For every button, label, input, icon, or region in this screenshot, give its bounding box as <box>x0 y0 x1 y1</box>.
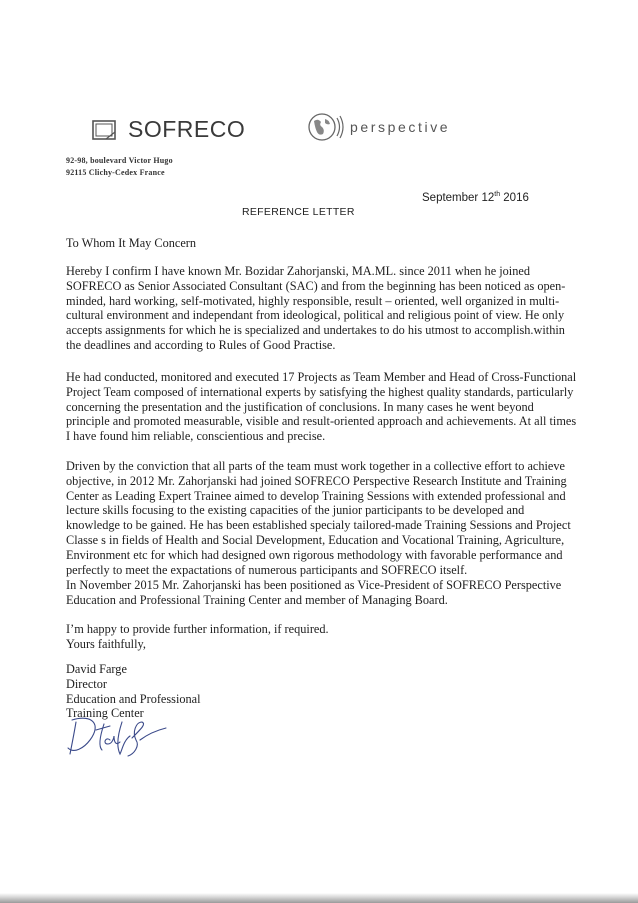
text-line: cultural environment and independant from ideological, political and religious point of view. He only <box>66 308 565 323</box>
closing <box>66 622 329 652</box>
salutation: To Whom It May Concern <box>66 236 197 250</box>
text-line: minded, hard working, self-motivated, highly responsible, result – oriented, well organized in multi- <box>66 293 560 308</box>
text-line: lecture skills focusing to the existing capacities of the junior participants to be developed and <box>66 503 525 518</box>
text-line: Classe s in fields of Health and Social Development, Education and Vocational Training, Agriculture, <box>66 532 565 547</box>
body-paragraph-3 <box>66 459 576 577</box>
text-line: SOFRECO as Senior Associated Consultant (SAC) and from the beginning has been noticed as open- <box>66 278 566 293</box>
date-year: 2016 <box>500 192 529 204</box>
text-line: concerning the presentation and the justification of conclusions. In many cases he went beyond <box>66 399 534 414</box>
text-line: Hereby I confirm I have known Mr. Bozidar Zahorjanski, MA.ML. since 2011 when he joined <box>66 264 530 278</box>
sofreco-wordmark: SOFRECO <box>128 116 246 142</box>
sofreco-logo <box>92 116 245 143</box>
perspective-logo <box>306 110 450 144</box>
address-line: 92-98, boulevard Victor Hugo <box>66 156 173 165</box>
closing-line: I’m happy to provide further information, if required. <box>66 622 329 636</box>
text-line: Environment etc for which had designed own rigorous methodology with favorable performance and <box>66 547 563 562</box>
letter-title: REFERENCE LETTER <box>242 206 355 218</box>
signer-department: Education and Professional <box>66 691 201 706</box>
date-ordinal: th <box>494 191 501 199</box>
text-line: objective, in 2012 Mr. Zahorjanski had joined SOFRECO Perspective Research Institute and Training <box>66 473 567 488</box>
body-paragraph-2 <box>66 370 576 444</box>
globe-icon <box>306 110 346 144</box>
text-line: perfectly to meet the expactations of numerous participants and SOFRECO itself. <box>66 562 468 577</box>
date-text: September 12 <box>422 192 495 204</box>
text-line: accepts assignments for which he is specialized and undertakes to do his utmost to accomplish.within <box>66 323 565 338</box>
text-line: He had conducted, monitored and executed 17 Projects as Team Member and Head of Cross-Functional <box>66 370 577 384</box>
body-paragraph-4 <box>66 578 576 608</box>
letter-date <box>422 192 529 204</box>
signer-role: Director <box>66 676 107 691</box>
body-paragraph-1 <box>66 264 576 353</box>
scan-edge <box>0 893 638 903</box>
text-line: Driven by the conviction that all parts of the team must work together in a collective effort to achieve <box>66 459 565 473</box>
text-line: In November 2015 Mr. Zahorjanski has been positioned as Vice-President of SOFRECO Perspective <box>66 578 562 592</box>
signer-department: Training Center <box>66 706 144 721</box>
text-line: principle and promoted measurable, visible and result-oriented approach and achievements. At all times <box>66 414 577 429</box>
text-line: I have found him reliable, conscientious and precise. <box>66 429 326 444</box>
perspective-wordmark: perspective <box>350 119 451 135</box>
text-line: knowledge to be gained. He has been established specialy tailored-made Training Sessions and Project <box>66 518 571 533</box>
sofreco-logo-icon <box>92 120 116 140</box>
text-line: Center as Leading Expert Trainee aimed to develop Training Sessions with extended professional and <box>66 488 566 503</box>
company-address <box>66 155 173 179</box>
signer-name: David Farge <box>66 662 127 676</box>
closing-line: Yours faithfully, <box>66 636 146 651</box>
address-line: 92115 Clichy-Cedex France <box>66 168 165 177</box>
text-line: the deadlines and according to Rules of Good Practise. <box>66 337 336 352</box>
text-line: Project Team composed of international experts by satisfying the highest quality standards, particularly <box>66 384 574 399</box>
handwritten-signature <box>62 710 172 760</box>
text-line: Education and Professional Training Center and member of Managing Board. <box>66 592 448 607</box>
